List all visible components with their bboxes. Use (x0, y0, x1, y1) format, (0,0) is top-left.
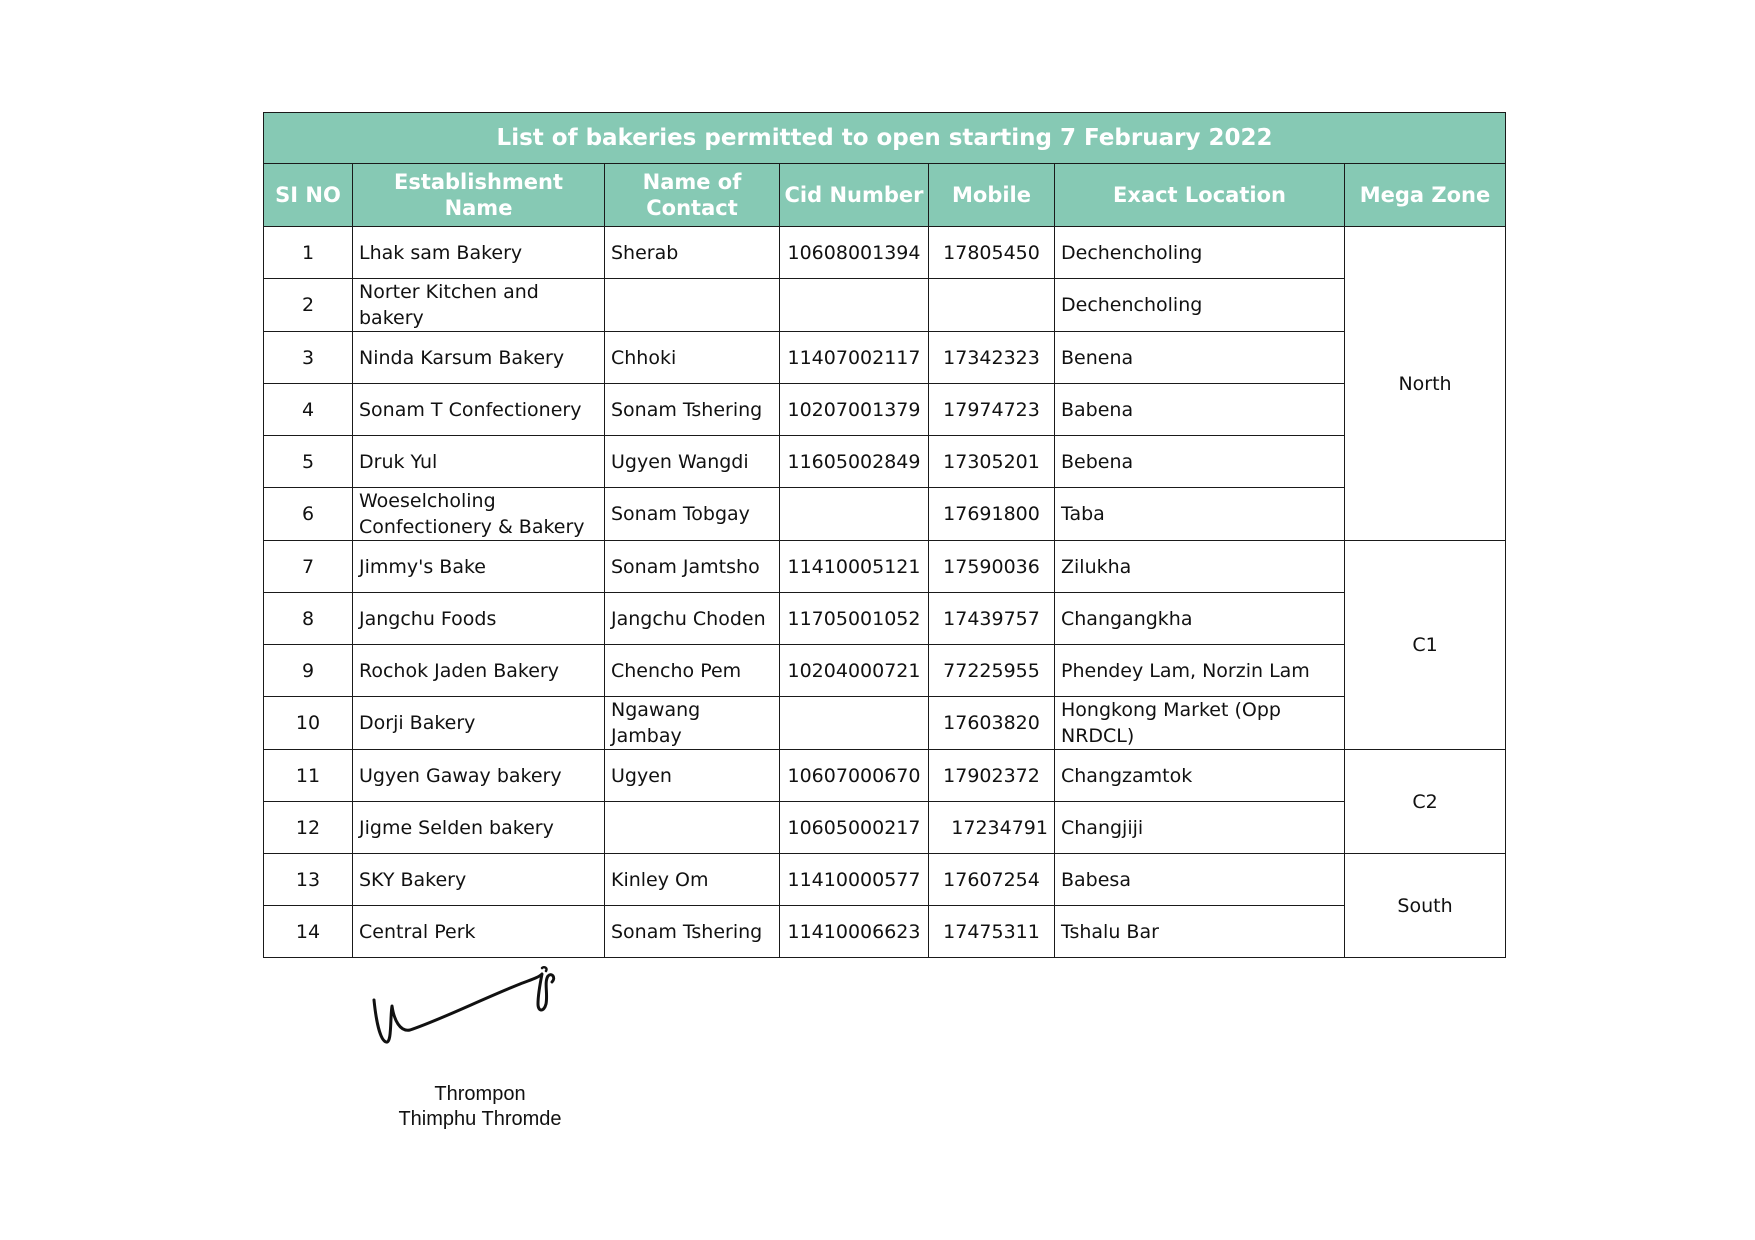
header-cid-number: Cid Number (780, 164, 929, 227)
cell-contact-name: Jangchu Choden (605, 593, 780, 645)
cell-si-no: 13 (264, 854, 353, 906)
cell-exact-location: Dechencholing (1055, 227, 1345, 279)
cell-cid-number: 11605002849 (780, 436, 929, 488)
cell-contact-name: Chencho Pem (605, 645, 780, 697)
signature (370, 960, 590, 1060)
cell-cid-number: 10204000721 (780, 645, 929, 697)
header-row (264, 164, 1506, 227)
cell-cid-number: 10605000217 (780, 802, 929, 854)
cell-mobile: 17475311 (929, 906, 1055, 958)
cell-cid-number: 11410000577 (780, 854, 929, 906)
cell-establishment-name: Ninda Karsum Bakery (353, 332, 605, 384)
cell-exact-location: Changangkha (1055, 593, 1345, 645)
cell-establishment-name: Jangchu Foods (353, 593, 605, 645)
cell-establishment-name: Dorji Bakery (353, 697, 605, 750)
cell-exact-location: Taba (1055, 488, 1345, 541)
signer-title: Thrompon (434, 1083, 526, 1105)
cell-mega-zone: C1 (1345, 541, 1506, 750)
cell-mobile (929, 279, 1055, 332)
table-row (264, 227, 1506, 279)
cell-mobile: 17902372 (929, 750, 1055, 802)
table-row (264, 750, 1506, 802)
cell-mobile: 17590036 (929, 541, 1055, 593)
cell-si-no: 5 (264, 436, 353, 488)
bakeries-table (263, 112, 1506, 958)
cell-exact-location: Changjiji (1055, 802, 1345, 854)
cell-mega-zone: C2 (1345, 750, 1506, 854)
cell-si-no: 9 (264, 645, 353, 697)
cell-mobile: 17234791 (929, 802, 1055, 854)
cell-si-no: 11 (264, 750, 353, 802)
cell-si-no: 7 (264, 541, 353, 593)
cell-exact-location: Changzamtok (1055, 750, 1345, 802)
cell-establishment-name: Ugyen Gaway bakery (353, 750, 605, 802)
cell-contact-name (605, 279, 780, 332)
cell-si-no: 4 (264, 384, 353, 436)
cell-cid-number: 10207001379 (780, 384, 929, 436)
cell-establishment-name: Jigme Selden bakery (353, 802, 605, 854)
cell-exact-location: Zilukha (1055, 541, 1345, 593)
cell-exact-location: Bebena (1055, 436, 1345, 488)
table-row (264, 541, 1506, 593)
cell-mobile: 17603820 (929, 697, 1055, 750)
cell-mega-zone: North (1345, 227, 1506, 541)
header-mobile: Mobile (929, 164, 1055, 227)
cell-cid-number (780, 279, 929, 332)
table-row (264, 436, 1506, 488)
cell-establishment-name: Norter Kitchen and bakery (353, 279, 605, 332)
cell-establishment-name: Woeselcholing Confectionery & Bakery (353, 488, 605, 541)
cell-contact-name: Sonam Tobgay (605, 488, 780, 541)
cell-mobile: 17974723 (929, 384, 1055, 436)
cell-contact-name: Ngawang Jambay (605, 697, 780, 750)
cell-mobile: 17305201 (929, 436, 1055, 488)
cell-contact-name: Sherab (605, 227, 780, 279)
signer-office: Thimphu Thromde (398, 1108, 562, 1130)
cell-exact-location: Dechencholing (1055, 279, 1345, 332)
cell-mega-zone: South (1345, 854, 1506, 958)
table-row (264, 384, 1506, 436)
signer-block (330, 1082, 630, 1132)
cell-establishment-name: Rochok Jaden Bakery (353, 645, 605, 697)
cell-mobile: 17691800 (929, 488, 1055, 541)
cell-contact-name: Sonam Tshering (605, 906, 780, 958)
header-contact-name: Name of Contact (605, 164, 780, 227)
cell-contact-name (605, 802, 780, 854)
table-row (264, 645, 1506, 697)
header-mega-zone: Mega Zone (1345, 164, 1506, 227)
table-body (264, 227, 1506, 958)
cell-mobile: 77225955 (929, 645, 1055, 697)
cell-si-no: 14 (264, 906, 353, 958)
cell-contact-name: Chhoki (605, 332, 780, 384)
table-row (264, 332, 1506, 384)
cell-mobile: 17439757 (929, 593, 1055, 645)
cell-mobile: 17342323 (929, 332, 1055, 384)
cell-cid-number: 11410005121 (780, 541, 929, 593)
header-si-no: SI NO (264, 164, 353, 227)
cell-contact-name: Sonam Jamtsho (605, 541, 780, 593)
cell-establishment-name: Central Perk (353, 906, 605, 958)
cell-si-no: 12 (264, 802, 353, 854)
signature-icon (370, 960, 590, 1060)
cell-cid-number: 11705001052 (780, 593, 929, 645)
cell-exact-location: Benena (1055, 332, 1345, 384)
cell-si-no: 2 (264, 279, 353, 332)
cell-exact-location: Babena (1055, 384, 1345, 436)
cell-exact-location: Hongkong Market (Opp NRDCL) (1055, 697, 1345, 750)
cell-cid-number: 10607000670 (780, 750, 929, 802)
cell-cid-number: 11407002117 (780, 332, 929, 384)
table-row (264, 488, 1506, 541)
cell-cid-number: 11410006623 (780, 906, 929, 958)
table-row (264, 593, 1506, 645)
table-row (264, 906, 1506, 958)
cell-exact-location: Babesa (1055, 854, 1345, 906)
cell-establishment-name: SKY Bakery (353, 854, 605, 906)
cell-contact-name: Ugyen (605, 750, 780, 802)
table-row (264, 279, 1506, 332)
cell-establishment-name: Jimmy's Bake (353, 541, 605, 593)
table-row (264, 854, 1506, 906)
header-establishment-name: Establishment Name (353, 164, 605, 227)
table-row (264, 697, 1506, 750)
cell-establishment-name: Sonam T Confectionery (353, 384, 605, 436)
cell-contact-name: Sonam Tshering (605, 384, 780, 436)
cell-establishment-name: Druk Yul (353, 436, 605, 488)
cell-cid-number (780, 697, 929, 750)
cell-exact-location: Tshalu Bar (1055, 906, 1345, 958)
cell-contact-name: Ugyen Wangdi (605, 436, 780, 488)
cell-si-no: 1 (264, 227, 353, 279)
header-exact-location: Exact Location (1055, 164, 1345, 227)
cell-si-no: 8 (264, 593, 353, 645)
cell-si-no: 10 (264, 697, 353, 750)
cell-mobile: 17607254 (929, 854, 1055, 906)
cell-exact-location: Phendey Lam, Norzin Lam (1055, 645, 1345, 697)
cell-cid-number (780, 488, 929, 541)
cell-si-no: 3 (264, 332, 353, 384)
cell-contact-name: Kinley Om (605, 854, 780, 906)
cell-mobile: 17805450 (929, 227, 1055, 279)
cell-si-no: 6 (264, 488, 353, 541)
table-title: List of bakeries permitted to open starting 7 February 2022 (264, 113, 1506, 164)
table-row (264, 802, 1506, 854)
cell-cid-number: 10608001394 (780, 227, 929, 279)
cell-establishment-name: Lhak sam Bakery (353, 227, 605, 279)
